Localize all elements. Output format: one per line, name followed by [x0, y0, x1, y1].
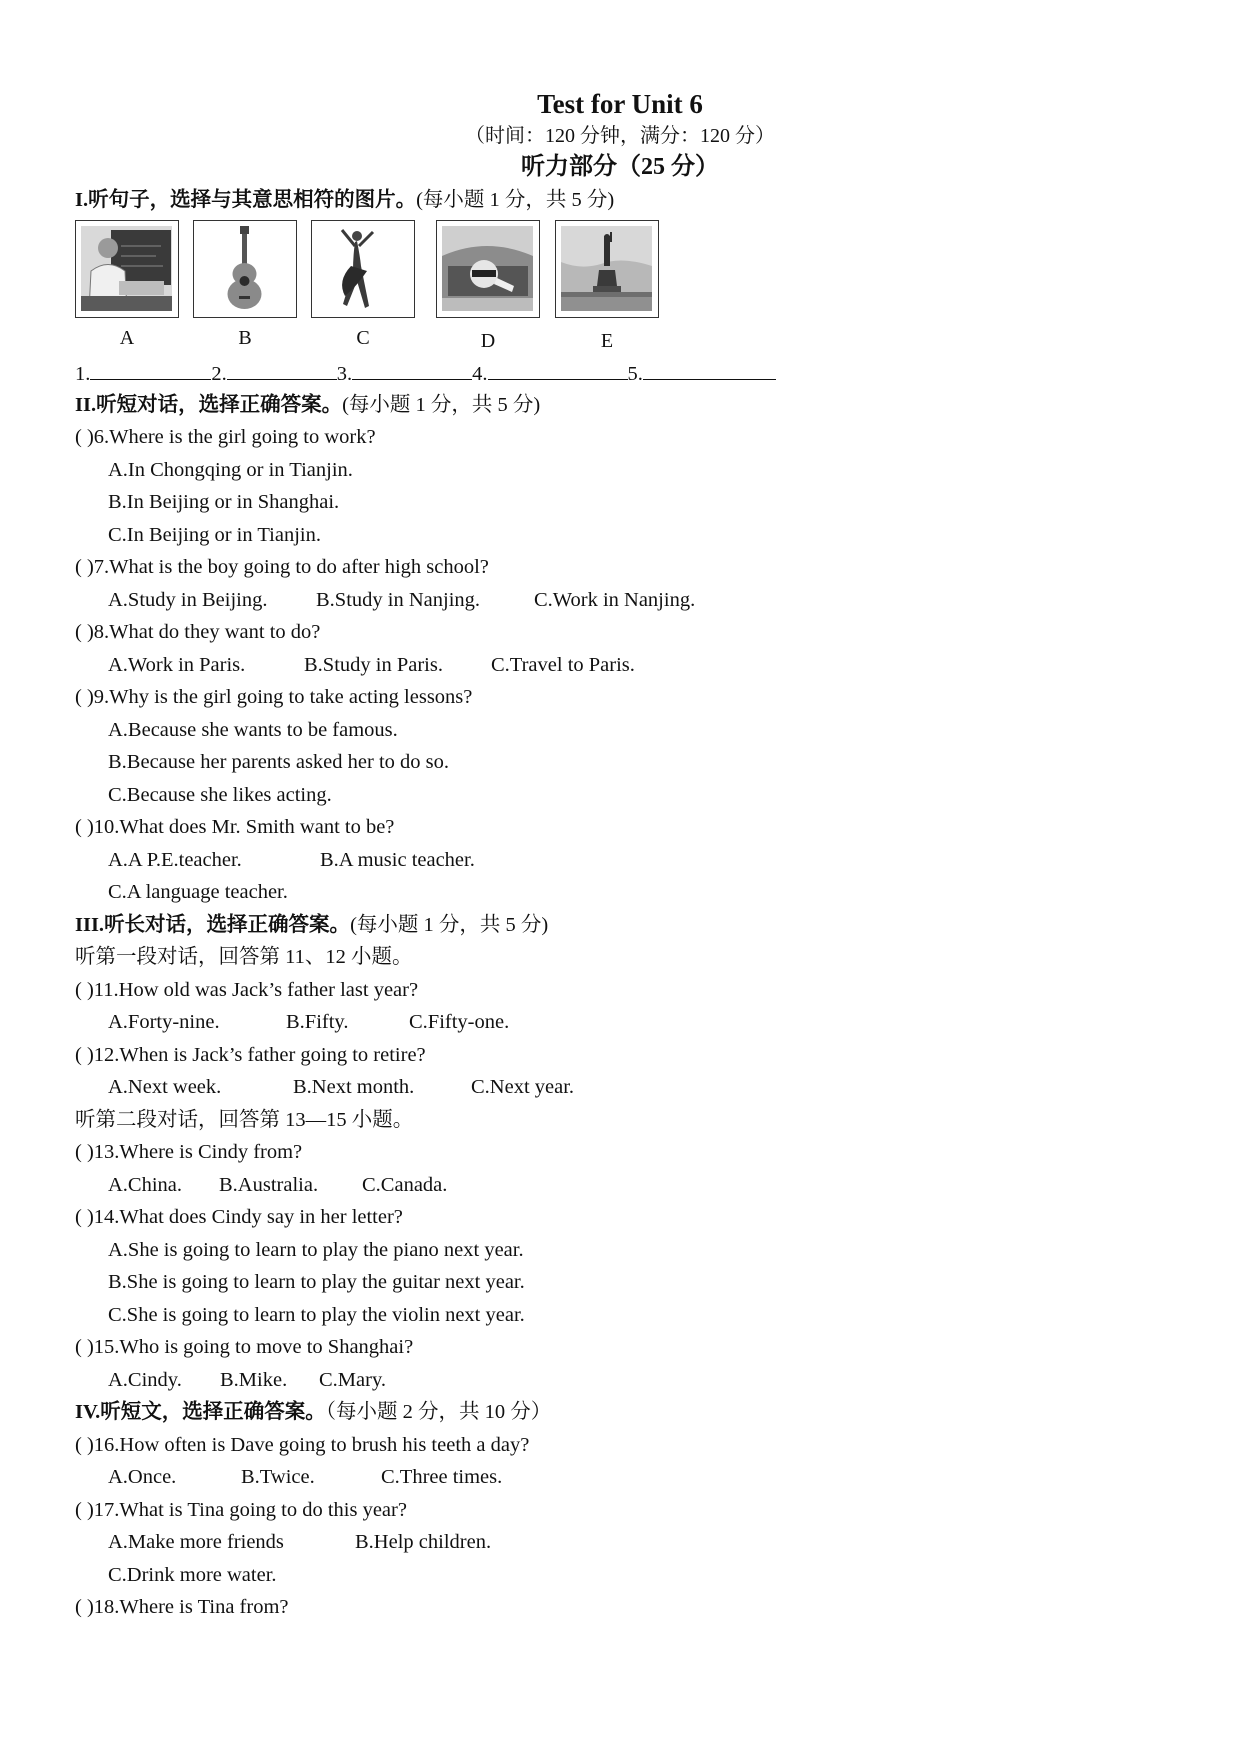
dialogue-note: 听第二段对话，回答第 13—15 小题。 [75, 1108, 414, 1131]
section-number: II. [75, 393, 97, 416]
option-a: A.Forty-nine. [108, 1011, 220, 1033]
option-b: B.In Beijing or in Shanghai. [108, 491, 340, 513]
question-6: ( )6.Where is the girl going to work? [75, 426, 376, 448]
option-b: B.Australia. [219, 1173, 319, 1196]
answer-blank[interactable] [488, 359, 628, 380]
option-a: A.Next week. [108, 1076, 222, 1098]
options-row [75, 1364, 1165, 1397]
question-14: ( )14.What does Cindy say in her letter? [75, 1206, 403, 1228]
option-c: C.Three times. [381, 1466, 503, 1488]
section-note: (每小题 1 分，共 5 分) [416, 189, 615, 211]
picture-b [193, 220, 297, 318]
answer-blank[interactable] [352, 359, 472, 380]
option-a: A.In Chongqing or in Tianjin. [108, 458, 353, 481]
option-c: C.Because she likes acting. [108, 783, 332, 806]
option-c: C.Drink more water. [108, 1563, 277, 1586]
question-13: ( )13.Where is Cindy from? [75, 1141, 303, 1163]
question-18: ( )18.Where is Tina from? [75, 1596, 289, 1618]
option-a: A.Because she wants to be famous. [108, 718, 398, 741]
option-b: B.Because her parents asked her to do so. [108, 751, 449, 773]
option-a: A.Make more friends [108, 1531, 284, 1553]
option-c: C.Next year. [471, 1076, 575, 1098]
section-1-heading [75, 184, 1165, 217]
option-c: C.She is going to learn to play the violin next year. [108, 1303, 525, 1326]
section-title: 听短对话，选择正确答案。 [96, 393, 343, 416]
option-b: B.Study in Paris. [304, 653, 443, 676]
options-row [75, 584, 1165, 617]
option-b: B.Study in Nanjing. [316, 588, 481, 611]
option-b: B.Fifty. [286, 1011, 349, 1033]
option-c: C.Fifty-one. [409, 1011, 510, 1033]
options-row [75, 1071, 1165, 1104]
statue-of-liberty-photo-icon [561, 226, 652, 311]
option-c: C.In Beijing or in Tianjin. [108, 523, 321, 546]
question-12: ( )12.When is Jack’s father going to retire? [75, 1043, 426, 1066]
question-9: ( )9.Why is the girl going to take acting lessons? [75, 686, 473, 708]
blank-number: 5. [627, 362, 643, 385]
blank-number: 2. [211, 362, 227, 385]
option-c: C.Mary. [319, 1368, 386, 1391]
section-title: 听短文，选择正确答案。 [100, 1401, 326, 1423]
blank-number: 4. [472, 362, 488, 385]
question-7: ( )7.What is the boy going to do after high school? [75, 556, 489, 578]
picture-row [75, 217, 1165, 359]
page-subtitle: （时间：120 分钟，满分：120 分） [465, 125, 775, 147]
answer-blank[interactable] [90, 359, 211, 380]
options-row [75, 1461, 1165, 1494]
option-a: A.A P.E.teacher. [108, 848, 242, 871]
section-4-heading [75, 1396, 1165, 1429]
dancer-photo-icon [317, 226, 408, 311]
picture-label: E [600, 329, 614, 352]
option-b: B.She is going to learn to play the guitar next year. [108, 1271, 525, 1293]
option-b: B.A music teacher. [320, 848, 475, 871]
answer-blank[interactable] [643, 359, 776, 380]
options-row [75, 1006, 1165, 1039]
option-b: B.Mike. [220, 1368, 288, 1391]
section-number: III. [75, 913, 105, 936]
section-number: IV. [75, 1401, 101, 1423]
option-a: A.Work in Paris. [108, 653, 246, 676]
section-note: （每小题 2 分，共 10 分） [325, 1401, 552, 1423]
picture-label: B [238, 326, 252, 349]
question-16: ( )16.How often is Dave going to brush his teeth a day? [75, 1433, 530, 1456]
blank-number: 3. [336, 362, 353, 385]
answer-blank[interactable] [227, 359, 337, 380]
option-b: B.Twice. [241, 1466, 315, 1488]
picture-label: C [356, 326, 370, 349]
picture-c [311, 220, 415, 318]
section-title: 听长对话，选择正确答案。 [104, 913, 351, 936]
picture-label: D [480, 329, 496, 352]
picture-a [75, 220, 179, 318]
options-row [75, 649, 1165, 682]
racing-driver-photo-icon [442, 226, 533, 311]
section-note: (每小题 1 分，共 5 分) [350, 913, 549, 936]
option-b: B.Help children. [355, 1531, 492, 1553]
options-row [75, 1526, 1165, 1559]
option-b: B.Next month. [293, 1076, 415, 1098]
option-a: A.Study in Beijing. [108, 588, 268, 611]
answer-blanks [75, 359, 1165, 389]
picture-label: A [119, 326, 135, 349]
question-8: ( )8.What do they want to do? [75, 621, 321, 643]
option-a: A.Cindy. [108, 1368, 182, 1391]
section-3-heading [75, 909, 1165, 942]
section-2-heading [75, 389, 1165, 422]
section-note: (每小题 1 分，共 5 分) [342, 393, 541, 416]
guitar-photo-icon [199, 226, 290, 311]
option-a: A.She is going to learn to play the piano next year. [108, 1238, 524, 1261]
option-a: A.Once. [108, 1466, 177, 1488]
section-number: I. [75, 189, 89, 211]
options-row [75, 844, 1165, 877]
part-heading: 听力部分（25 分） [521, 154, 719, 180]
options-row [75, 1169, 1165, 1202]
test-page [75, 86, 1165, 1624]
option-c: C.Canada. [362, 1173, 448, 1196]
question-10: ( )10.What does Mr. Smith want to be? [75, 816, 395, 838]
teacher-photo-icon [81, 226, 172, 311]
blank-number: 1. [75, 362, 91, 385]
dialogue-note: 听第一段对话，回答第 11、12 小题。 [75, 946, 413, 968]
option-a: A.China. [108, 1173, 183, 1196]
picture-d [436, 220, 540, 318]
option-c: C.A language teacher. [108, 881, 288, 903]
option-c: C.Work in Nanjing. [534, 588, 696, 611]
question-15: ( )15.Who is going to move to Shanghai? [75, 1336, 414, 1358]
question-11: ( )11.How old was Jack’s father last year? [75, 978, 419, 1001]
question-17: ( )17.What is Tina going to do this year? [75, 1498, 407, 1521]
picture-e [555, 220, 659, 318]
option-c: C.Travel to Paris. [491, 653, 635, 676]
section-title: 听句子，选择与其意思相符的图片。 [88, 189, 417, 211]
page-title: Test for Unit 6 [537, 89, 703, 119]
